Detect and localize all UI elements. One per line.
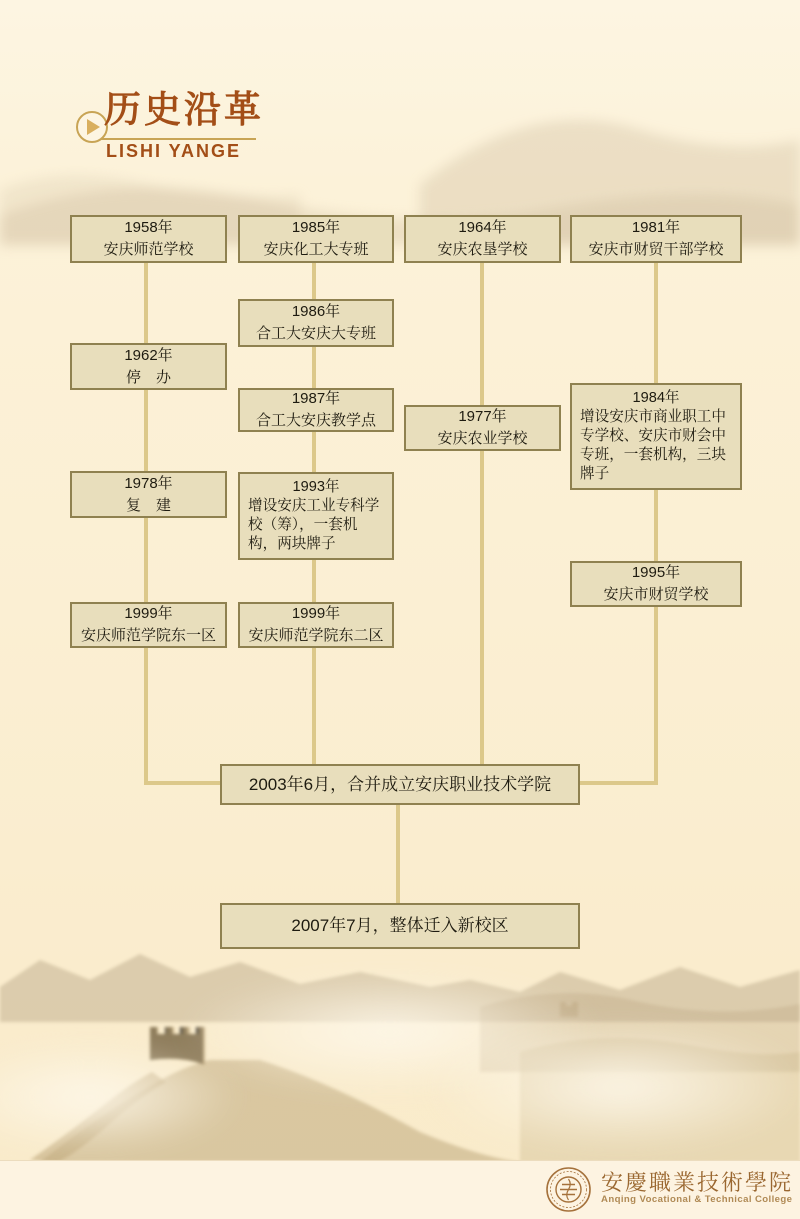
connector-col4-vertical xyxy=(654,240,658,785)
title-underline xyxy=(84,138,256,140)
node-1985: 1985年 安庆化工大专班 xyxy=(238,215,394,263)
college-name-en: Anqing Vocational & Technical College xyxy=(601,1194,793,1205)
page-subtitle: LISHI YANGE xyxy=(106,141,242,161)
fog-effect xyxy=(180,972,600,1092)
connector-col4-elbow xyxy=(578,781,656,785)
node-1999-east2: 1999年 安庆师范学院东二区 xyxy=(238,602,394,648)
node-1987: 1987年 合工大安庆教学点 xyxy=(238,388,394,432)
node-1964: 1964年 安庆农垦学校 xyxy=(404,215,561,263)
page-title: 历史沿革 xyxy=(104,89,264,130)
node-1981: 1981年 安庆市财贸干部学校 xyxy=(570,215,742,263)
college-name-zh: 安慶職業技術學院 xyxy=(601,1171,794,1196)
connector-col3-vertical xyxy=(480,240,484,766)
node-1978: 1978年 复 建 xyxy=(70,471,227,518)
node-2007-final: 2007年7月，整体迁入新校区 xyxy=(220,903,580,949)
college-logo xyxy=(545,1166,592,1213)
great-wall-image xyxy=(0,932,800,1162)
node-1999-east1: 1999年 安庆师范学院东一区 xyxy=(70,602,227,648)
node-1962: 1962年 停 办 xyxy=(70,343,227,390)
node-2003-merge: 2003年6月，合并成立安庆职业技术学院 xyxy=(220,764,580,805)
node-1984: 1984年 增设安庆市商业职工中专学校、安庆市财会中专班，一套机构，三块牌子 xyxy=(570,383,742,490)
connector-col1-elbow xyxy=(144,781,222,785)
connector-merge-to-final xyxy=(396,805,400,905)
node-1977: 1977年 安庆农业学校 xyxy=(404,405,561,451)
node-1993: 1993年 增设安庆工业专科学校（筹），一套机构，两块牌子 xyxy=(238,472,394,560)
node-1986: 1986年 合工大安庆大专班 xyxy=(238,299,394,347)
fog-effect xyxy=(430,1022,800,1152)
node-1958: 1958年 安庆师范学校 xyxy=(70,215,227,263)
fog-effect xyxy=(0,1042,240,1152)
node-1995: 1995年 安庆市财贸学校 xyxy=(570,561,742,607)
